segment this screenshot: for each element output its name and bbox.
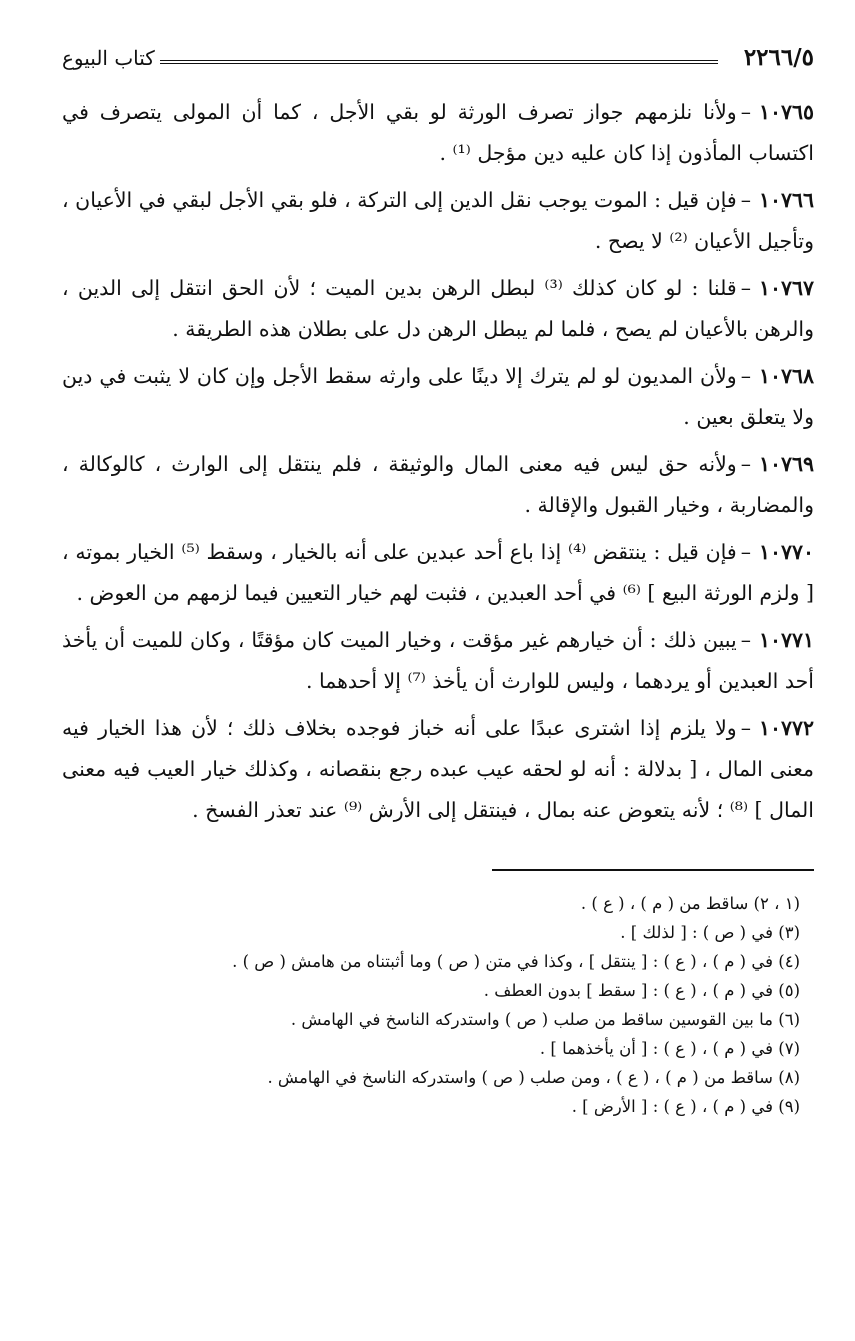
footnote: (٥) في ( م ) ، ( ع ) : [ سقط ] بدون العطف . bbox=[483, 981, 800, 1000]
paragraph-number: ١٠٧٦٩ bbox=[758, 452, 814, 476]
paragraph: ١٠٧٧٠–فإن قيل : ينتقض ⁽⁴⁾ إذا باع أحد عبدين على أنه بالخيار ، وسقط ⁽⁵⁾ الخيار بموته ، [ ولزم الورثة البيع ] ⁽⁶⁾ في أحد العبدين ، فثبت لهم خيار التعيين فيما لزمهم من العوض . bbox=[62, 540, 814, 605]
footnote: (٧) في ( م ) ، ( ع ) : [ أن يأخذهما ] . bbox=[539, 1039, 800, 1058]
paragraph-number: ١٠٧٦٨ bbox=[758, 364, 814, 388]
paragraph-text: فإن قيل : ينتقض ⁽⁴⁾ إذا باع أحد عبدين على أنه بالخيار ، وسقط ⁽⁵⁾ الخيار بموته ، [ ولزم الورثة البيع ] ⁽⁶⁾ في أحد العبدين ، فثبت لهم خيار التعيين فيما لزمهم من العوض . bbox=[62, 540, 814, 605]
paragraph-text: ولأنه حق ليس فيه معنى المال والوثيقة ، فلم ينتقل إلى الوارث ، كالوكالة ، والمضاربة ، وخيار القبول والإقالة . bbox=[62, 452, 814, 517]
paragraph: ١٠٧٦٩–ولأنه حق ليس فيه معنى المال والوثيقة ، فلم ينتقل إلى الوارث ، كالوكالة ، والمضاربة ، وخيار القبول والإقالة . bbox=[62, 452, 814, 517]
page-number: ٢٢٦٦/٥ bbox=[743, 44, 814, 71]
paragraph: ١٠٧٦٥–ولأنا نلزمهم جواز تصرف الورثة لو بقي الأجل ، كما أن المولى يتصرف في اكتساب المأذون إذا كان عليه دين مؤجل ⁽¹⁾ . bbox=[62, 100, 814, 165]
paragraph-number: ١٠٧٦٥ bbox=[758, 100, 814, 124]
paragraph-number: ١٠٧٦٦ bbox=[758, 188, 814, 212]
paragraph-text: ولأنا نلزمهم جواز تصرف الورثة لو بقي الأجل ، كما أن المولى يتصرف في اكتساب المأذون إذا كان عليه دين مؤجل ⁽¹⁾ . bbox=[62, 100, 814, 165]
paragraph-number: ١٠٧٧١ bbox=[758, 628, 814, 652]
paragraph: ١٠٧٧٢–ولا يلزم إذا اشترى عبدًا على أنه خباز فوجده بخلاف ذلك ؛ لأن هذا الخيار فيه معنى المال ، [ بدلالة : أنه لو لحقه عيب عبده رجع بنقصانه ، وكذلك خيار العيب فيه معنى المال ] ⁽⁸⁾ ؛ لأنه يتعوض عنه بمال ، فينتقل إلى الأرش ⁽⁹⁾ عند تعذر الفسخ . bbox=[62, 716, 814, 822]
paragraph: ١٠٧٦٧–قلنا : لو كان كذلك ⁽³⁾ لبطل الرهن بدين الميت ؛ لأن الحق انتقل إلى الدين ، والرهن بالأعيان لم يصح ، فلما لم يبطل الرهن دل على بطلان هذه الطريقة . bbox=[62, 276, 815, 341]
paragraph-text: ولا يلزم إذا اشترى عبدًا على أنه خباز فوجده بخلاف ذلك ؛ لأن هذا الخيار فيه معنى المال ، [ بدلالة : أنه لو لحقه عيب عبده رجع بنقصانه ، وكذلك خيار العيب فيه معنى المال ] ⁽⁸⁾ ؛ لأنه يتعوض عنه بمال ، فينتقل إلى الأرش ⁽⁹⁾ عند تعذر الفسخ . bbox=[62, 716, 814, 822]
paragraph: ١٠٧٦٦–فإن قيل : الموت يوجب نقل الدين إلى التركة ، فلو بقي الأجل لبقي في الأعيان ، وتأجيل الأعيان ⁽²⁾ لا يصح . bbox=[62, 188, 814, 253]
footnote: (١ ، ٢) ساقط من ( م ) ، ( ع ) . bbox=[580, 894, 800, 913]
footnote: (٩) في ( م ) ، ( ع ) : [ الأرض ] . bbox=[571, 1097, 800, 1116]
paragraph-number: ١٠٧٦٧ bbox=[758, 276, 815, 300]
paragraph-text: فإن قيل : الموت يوجب نقل الدين إلى التركة ، فلو بقي الأجل لبقي في الأعيان ، وتأجيل الأعيان ⁽²⁾ لا يصح . bbox=[62, 188, 814, 253]
header-rule bbox=[160, 60, 718, 64]
footnote: (٤) في ( م ) ، ( ع ) : [ ينتقل ] ، وكذا في متن ( ص ) وما أثبتناه من هامش ( ص ) . bbox=[232, 952, 800, 971]
page-header bbox=[62, 38, 814, 78]
footnote: (٨) ساقط من ( م ) ، ( ع ) ، ومن صلب ( ص ) واستدركه الناسخ في الهامش . bbox=[267, 1068, 800, 1087]
paragraph: ١٠٧٧١–يبين ذلك : أن خيارهم غير مؤقت ، وخيار الميت كان مؤقتًا ، وكان للميت أن يأخذ أحد العبدين أو يردهما ، وليس للوارث أن يأخذ ⁽⁷⁾ إلا أحدهما . bbox=[62, 628, 814, 693]
main-text bbox=[62, 92, 814, 831]
paragraph: ١٠٧٦٨–ولأن المديون لو لم يترك إلا دينًا على وارثه سقط الأجل وإن كان لا يثبت في دين ولا يتعلق بعين . bbox=[62, 364, 814, 429]
paragraph-text: ولأن المديون لو لم يترك إلا دينًا على وارثه سقط الأجل وإن كان لا يثبت في دين ولا يتعلق بعين . bbox=[62, 364, 814, 429]
book-page bbox=[62, 38, 814, 1121]
footnote: (٣) في ( ص ) : [ لذلك ] . bbox=[620, 923, 800, 942]
footnote: (٦) ما بين القوسين ساقط من صلب ( ص ) واستدركه الناسخ في الهامش . bbox=[290, 1010, 800, 1029]
paragraph-text: يبين ذلك : أن خيارهم غير مؤقت ، وخيار الميت كان مؤقتًا ، وكان للميت أن يأخذ أحد العبدين أو يردهما ، وليس للوارث أن يأخذ ⁽⁷⁾ إلا أحدهما . bbox=[62, 628, 814, 693]
running-title: كتاب البيوع bbox=[62, 46, 155, 70]
footnote-divider bbox=[492, 869, 814, 871]
paragraph-number: ١٠٧٧٢ bbox=[758, 716, 814, 740]
paragraph-number: ١٠٧٧٠ bbox=[758, 540, 814, 564]
footnotes bbox=[62, 889, 814, 1121]
paragraph-text: قلنا : لو كان كذلك ⁽³⁾ لبطل الرهن بدين الميت ؛ لأن الحق انتقل إلى الدين ، والرهن بالأعيان لم يصح ، فلما لم يبطل الرهن دل على بطلان هذه الطريقة . bbox=[62, 276, 814, 341]
